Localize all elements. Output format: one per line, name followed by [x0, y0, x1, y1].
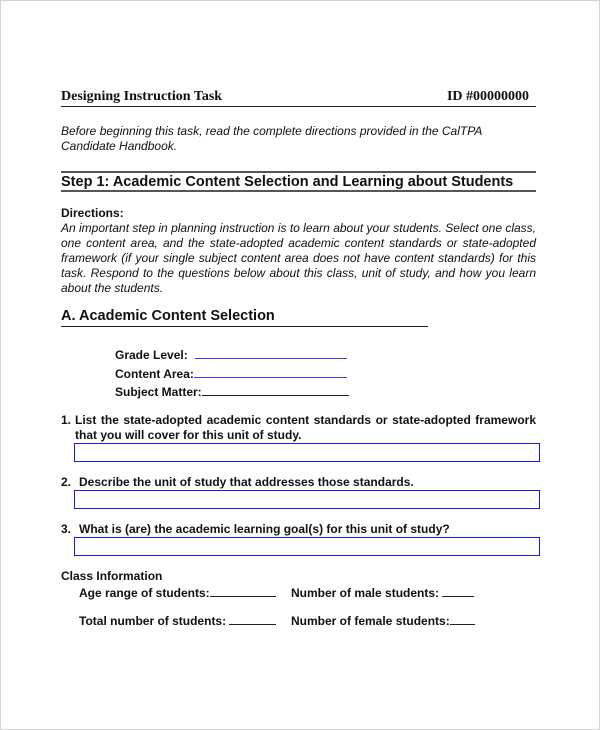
question-2-answer-box[interactable] [74, 490, 540, 509]
question-2-text: Describe the unit of study that addresses those standards. [79, 475, 414, 489]
age-range-input[interactable] [210, 584, 276, 597]
subject-matter-field [115, 383, 349, 399]
content-area-input[interactable] [194, 365, 347, 378]
content-area-label: Content Area: [115, 367, 194, 381]
subject-matter-input[interactable] [202, 383, 349, 396]
document-title: Designing Instruction Task [61, 89, 223, 104]
section-a-heading: A. Academic Content Selection [61, 308, 275, 324]
age-range-label: Age range of students: [79, 586, 210, 600]
question-2-number: 2. [61, 475, 72, 489]
directions-text: An important step in planning instruction is to learn about your students. Select one class, one content area, and the state-adopted academic content standards or state-adopted framework (if your single subject content area does not have content standards) for this task. Respond to the questions below about this class, unit of study, and how you learn about the students. [61, 221, 536, 295]
step1-heading: Step 1: Academic Content Selection and Learning about Students [61, 174, 514, 190]
question-3-answer-box[interactable] [74, 537, 540, 556]
section-a-rule [61, 326, 428, 327]
step-bottom-rule [61, 190, 536, 192]
grade-level-label: Grade Level: [115, 348, 188, 362]
intro-text: Before beginning this task, read the complete directions provided in the CalTPA Candidate Handbook. [61, 124, 482, 153]
total-students-field [79, 612, 276, 628]
directions-label: Directions: [61, 206, 124, 220]
question-3-number: 3. [61, 522, 72, 536]
grade-level-field [115, 346, 347, 362]
female-students-field [291, 612, 475, 628]
total-students-label: Total number of students: [79, 614, 227, 628]
question-1-text: List the state-adopted academic content standards or state-adopted framework that you will cover for this unit of study. [75, 413, 536, 442]
title-rule [61, 106, 536, 107]
document-id: ID #00000000 [446, 89, 529, 104]
question-1-answer-box[interactable] [74, 443, 540, 462]
male-students-field [291, 584, 474, 600]
question-3-text: What is (are) the academic learning goal(s) for this unit of study? [79, 522, 450, 536]
content-area-field [115, 365, 347, 381]
class-info-heading: Class Information [61, 569, 163, 583]
female-students-input[interactable] [450, 612, 475, 625]
male-students-input[interactable] [442, 584, 474, 597]
age-range-field [79, 584, 276, 600]
total-students-input[interactable] [229, 612, 276, 625]
male-students-label: Number of male students: [291, 586, 440, 600]
female-students-label: Number of female students: [291, 614, 450, 628]
subject-matter-label: Subject Matter: [115, 385, 202, 399]
step-top-rule [61, 171, 536, 173]
question-1-number: 1. [61, 413, 72, 427]
grade-level-input[interactable] [195, 346, 347, 359]
